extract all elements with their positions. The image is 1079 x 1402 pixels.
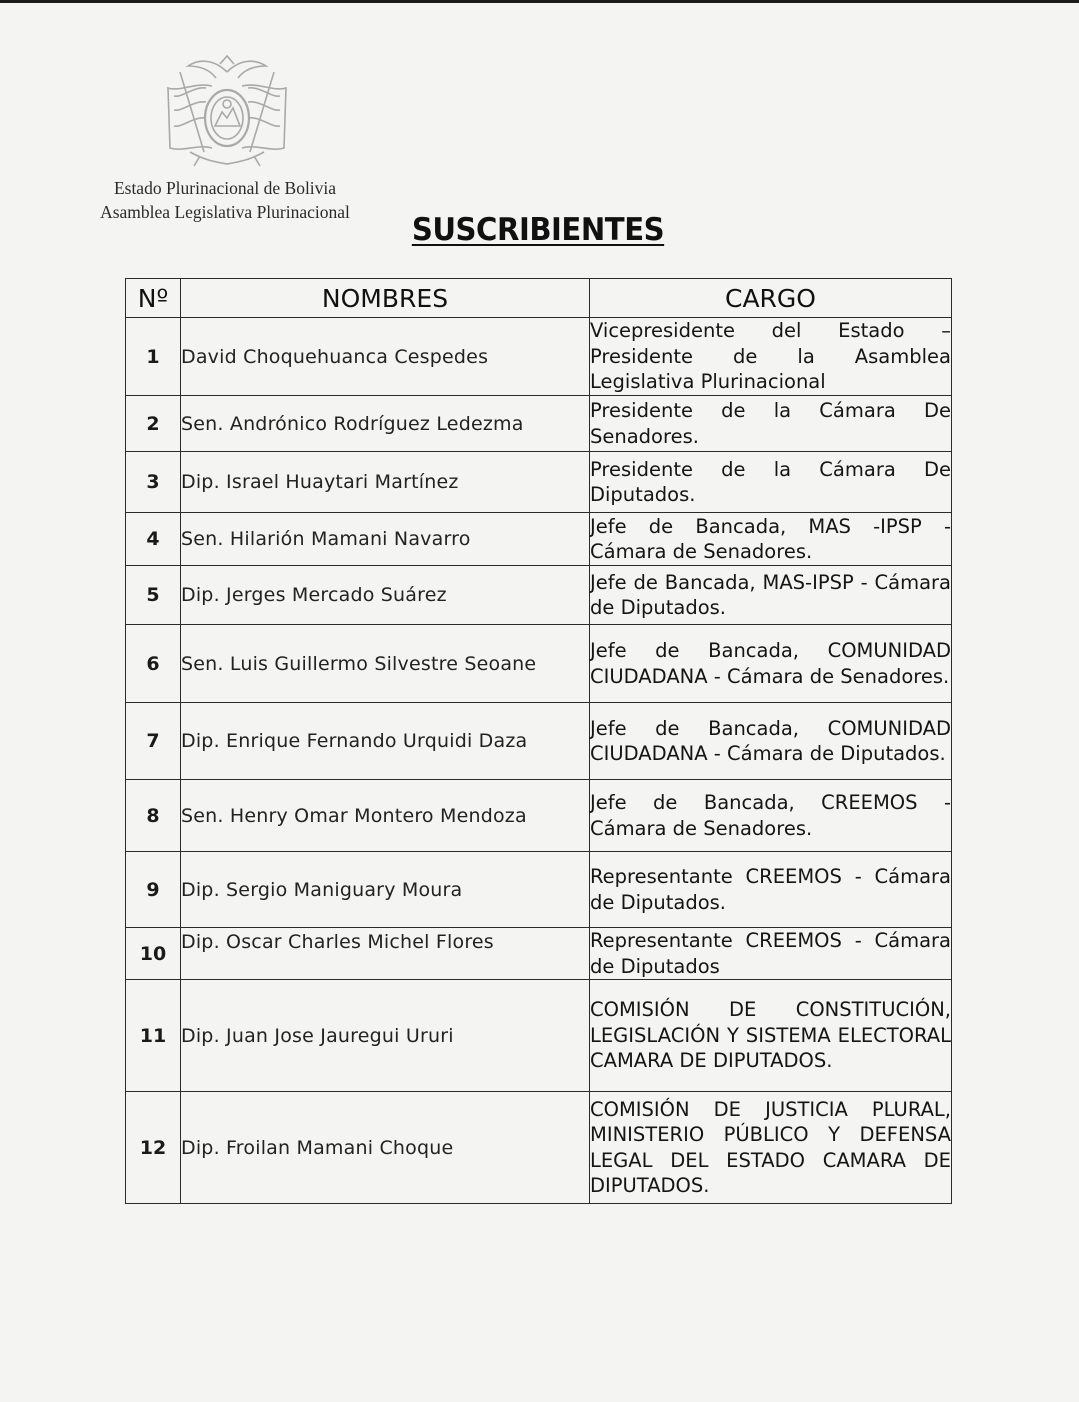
signers-table: [125, 278, 952, 1204]
signer-name: Sen. Luis Guillermo Silvestre Seoane: [181, 625, 590, 703]
signer-name: Dip. Jerges Mercado Suárez: [181, 566, 590, 625]
signer-cargo: Jefe de Bancada, COMUNIDAD CIUDADANA - Cámara de Diputados.: [590, 703, 952, 780]
column-header-names: NOMBRES: [181, 279, 590, 318]
signer-name: Dip. Froilan Mamani Choque: [181, 1092, 590, 1204]
signer-name: Dip. Israel Huaytari Martínez: [181, 452, 590, 513]
column-header-number: Nº: [126, 279, 181, 318]
row-number: 12: [126, 1092, 181, 1204]
signer-cargo: Jefe de Bancada, MAS-IPSP - Cámara de Diputados.: [590, 566, 952, 625]
signer-name: Sen. Henry Omar Montero Mendoza: [181, 780, 590, 852]
table-header-row: [126, 279, 952, 318]
signer-name: Dip. Enrique Fernando Urquidi Daza: [181, 703, 590, 780]
row-number: 11: [126, 980, 181, 1092]
signer-cargo: Presidente de la Cámara De Diputados.: [590, 452, 952, 513]
row-number: 3: [126, 452, 181, 513]
table-row: [126, 396, 952, 452]
row-number: 9: [126, 852, 181, 928]
document-title: SUSCRIBIENTES: [411, 212, 665, 248]
table-row: [126, 780, 952, 852]
table-row: [126, 513, 952, 566]
row-number: 2: [126, 396, 181, 452]
table-row: [126, 1092, 952, 1204]
row-number: 8: [126, 780, 181, 852]
scan-top-edge: [0, 0, 1079, 3]
assembly-name: Asamblea Legislativa Plurinacional: [100, 202, 350, 222]
signer-cargo: Presidente de la Cámara De Senadores.: [590, 396, 952, 452]
row-number: 7: [126, 703, 181, 780]
state-name: Estado Plurinacional de Bolivia: [113, 178, 337, 198]
table-row: [126, 928, 952, 980]
table-row: [126, 452, 952, 513]
signer-name: Sen. Hilarión Mamani Navarro: [181, 513, 590, 566]
signer-cargo: Representante CREEMOS - Cámara de Diputados.: [590, 852, 952, 928]
signer-name: Sen. Andrónico Rodríguez Ledezma: [181, 396, 590, 452]
signer-cargo: Jefe de Bancada, COMUNIDAD CIUDADANA - Cámara de Senadores.: [590, 625, 952, 703]
row-number: 10: [126, 928, 181, 980]
table-row: [126, 625, 952, 703]
signer-name: Dip. Juan Jose Jauregui Ururi: [181, 980, 590, 1092]
signer-cargo: Representante CREEMOS - Cámara de Diputados: [590, 929, 951, 978]
signer-cargo: Jefe de Bancada, MAS -IPSP - Cámara de Senadores.: [590, 513, 952, 566]
row-number: 1: [126, 318, 181, 396]
signer-cargo: Jefe de Bancada, CREEMOS - Cámara de Senadores.: [590, 780, 952, 852]
signer-cargo: Vicepresidente del Estado – Presidente de la Asamblea Legislativa Plurinacional: [590, 318, 952, 396]
signer-name: David Choquehuanca Cespedes: [181, 318, 590, 396]
signer-name: Dip. Sergio Maniguary Moura: [181, 852, 590, 928]
table-row: [126, 980, 952, 1092]
table-row: [126, 318, 952, 396]
signer-cargo: COMISIÓN DE JUSTICIA PLURAL, MINISTERIO PÚBLICO Y DEFENSA LEGAL DEL ESTADO CAMARA DE DIPUTADOS.: [590, 1092, 952, 1204]
table-row: [126, 566, 952, 625]
row-number: 6: [126, 625, 181, 703]
signer-name: Dip. Oscar Charles Michel Flores: [181, 928, 590, 980]
signer-cargo: COMISIÓN DE CONSTITUCIÓN, LEGISLACIÓN Y SISTEMA ELECTORAL CAMARA DE DIPUTADOS.: [590, 980, 952, 1092]
row-number: 5: [126, 566, 181, 625]
bolivia-coat-of-arms-icon: [160, 52, 294, 170]
column-header-cargo: CARGO: [590, 279, 952, 318]
table-row: [126, 703, 952, 780]
institution-header: [60, 176, 390, 224]
row-number: 4: [126, 513, 181, 566]
table-row: [126, 852, 952, 928]
